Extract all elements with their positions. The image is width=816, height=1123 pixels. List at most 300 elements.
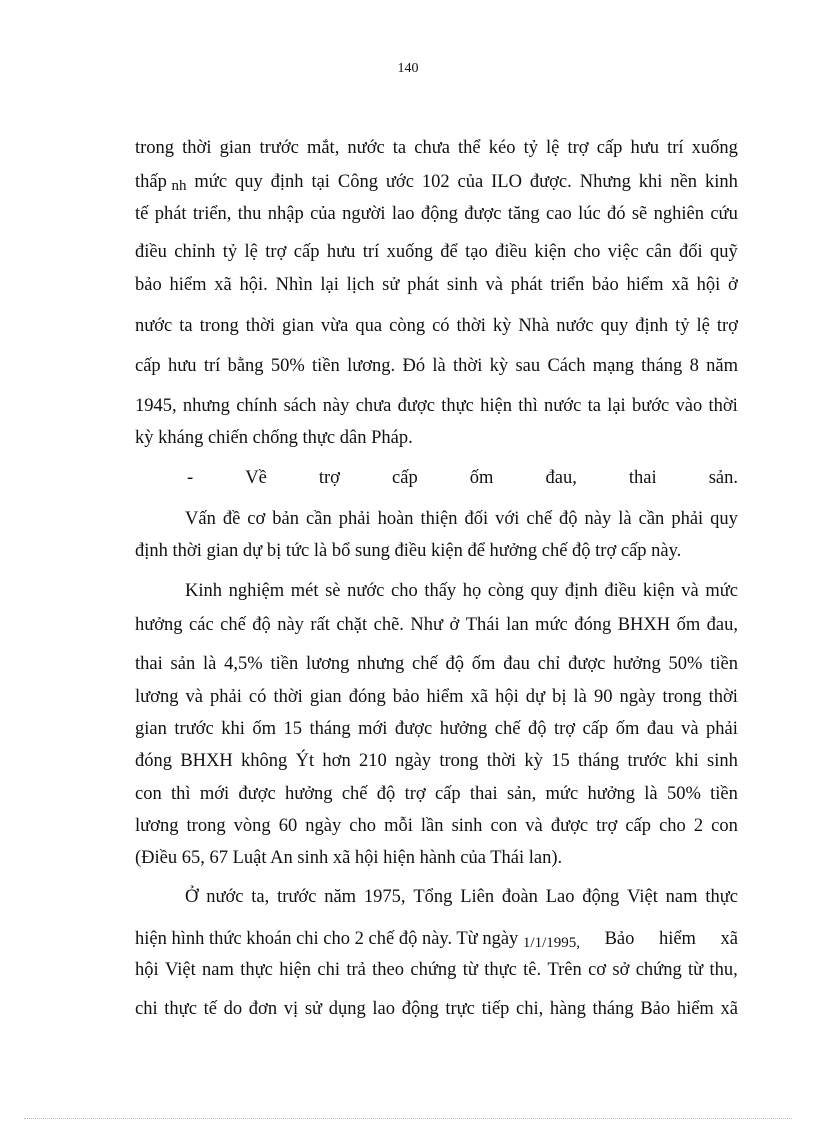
word: của: [310, 204, 336, 224]
word: thời: [486, 751, 517, 771]
word: cấp: [293, 242, 320, 262]
word: do: [223, 999, 243, 1019]
word: đoàn: [501, 887, 538, 907]
word: 102: [421, 172, 450, 192]
word: hiện: [279, 960, 312, 980]
word: được: [464, 204, 502, 224]
word: xã: [720, 999, 738, 1019]
word: 60: [278, 816, 298, 836]
word: tháng: [309, 719, 351, 739]
word: cho: [349, 816, 377, 836]
word: là: [644, 784, 658, 804]
word: cơ: [588, 960, 607, 980]
word: năm: [324, 887, 357, 907]
word: lịch: [346, 275, 375, 295]
word: mới: [199, 784, 230, 804]
section-heading: [187, 467, 738, 489]
word: chế: [220, 615, 246, 635]
text-line: [135, 815, 738, 837]
word: của: [457, 172, 484, 192]
word: tế: [203, 999, 217, 1019]
word: BHXH: [617, 615, 671, 635]
word: phải: [210, 687, 242, 707]
text-line: [135, 653, 738, 675]
word: Vấn: [185, 509, 216, 529]
word: chi: [135, 999, 158, 1019]
word: được: [568, 654, 606, 674]
text-line: [185, 886, 738, 908]
word: nước: [135, 316, 173, 336]
word: 210: [359, 751, 387, 771]
word: xã: [671, 275, 689, 295]
word: và: [185, 687, 203, 707]
word: tế: [135, 204, 149, 224]
word: định: [270, 172, 304, 192]
word: định: [635, 316, 669, 336]
word: kiện: [642, 581, 675, 601]
text-line: [135, 998, 738, 1020]
word: tê.: [523, 960, 542, 980]
word: đóng: [348, 687, 386, 707]
word: thì: [171, 784, 191, 804]
word: thực: [240, 960, 273, 980]
text-line: [135, 315, 738, 337]
word: cho: [573, 242, 601, 262]
word: trước: [259, 138, 299, 158]
word: nghiệm: [228, 581, 285, 601]
text-line: định thời gian dự bị tức là bổ sung điều kiện để hưởng chế độ trợ cấp này.: [135, 541, 682, 561]
word: nền: [670, 172, 698, 192]
word: ta: [179, 316, 193, 336]
word: qua: [355, 316, 383, 336]
word: kiện: [534, 242, 567, 262]
word: hưởng: [439, 719, 488, 739]
word: thực: [441, 396, 474, 416]
word: cần: [306, 509, 332, 529]
word: cấp: [596, 138, 623, 158]
word: độ: [376, 784, 396, 804]
word: nghiên: [653, 204, 704, 224]
word: Nhà: [518, 316, 550, 336]
word: tháng: [578, 751, 620, 771]
word: chính: [236, 396, 278, 416]
word: trợ: [567, 138, 589, 158]
word: 2: [693, 816, 704, 836]
word: hưởng: [284, 784, 333, 804]
word: thực: [705, 887, 738, 907]
word: cơ: [247, 509, 266, 529]
word: tiền: [710, 784, 738, 804]
word: Bảo: [604, 929, 635, 949]
word: dự: [525, 687, 546, 707]
text-line: kỳ kháng chiến chống thực dân Pháp.: [135, 428, 413, 448]
word: tiếp: [481, 999, 510, 1019]
line-prefix: hiện hình thức khoán chi cho 2 chế độ này. Từ ngày 1/1/1995,: [135, 928, 580, 951]
word: lương: [135, 687, 179, 707]
word: này: [277, 615, 304, 635]
word: Lao: [545, 887, 575, 907]
word: hơn: [322, 751, 351, 771]
word: chế: [494, 719, 521, 739]
word: Thái: [465, 615, 500, 635]
word: thời: [456, 316, 486, 336]
word: định: [564, 581, 598, 601]
heading-word: trợ: [318, 468, 340, 488]
word: Việt: [164, 960, 196, 980]
word: vòng: [233, 816, 271, 836]
word: chỉ: [537, 654, 561, 674]
word: trực: [445, 999, 475, 1019]
word: thể: [458, 138, 481, 158]
word: dụng: [328, 999, 366, 1019]
text-line: [185, 580, 738, 602]
word: độ: [252, 615, 271, 635]
word: được: [394, 719, 433, 739]
word: được.: [529, 172, 572, 192]
word: này: [322, 396, 350, 416]
word: mức: [705, 581, 738, 601]
word: bảo: [592, 275, 619, 295]
word: Liên: [460, 887, 495, 907]
word: tiền: [710, 654, 738, 674]
word: Đó: [402, 356, 426, 376]
word: ốm: [615, 719, 640, 739]
word: Tổng: [413, 887, 453, 907]
word: tiền: [270, 654, 299, 674]
text-line: [135, 274, 738, 296]
word: gian: [135, 719, 167, 739]
word: chế: [341, 784, 368, 804]
word: lương: [135, 816, 179, 836]
word: ILO: [491, 172, 522, 192]
heading-word: -: [187, 468, 194, 488]
word: lương: [305, 654, 350, 674]
word: nam: [665, 887, 698, 907]
word: họ: [462, 581, 482, 601]
word: rất: [310, 615, 330, 635]
word: mắt,: [306, 138, 340, 158]
word: xã: [470, 687, 489, 707]
word: sinh: [446, 275, 478, 295]
word: ốm: [252, 719, 276, 739]
word: nước: [347, 138, 385, 158]
word: thiện: [420, 509, 458, 529]
word: trợ: [404, 784, 426, 804]
word: cấp: [625, 816, 651, 836]
word: hưu: [326, 242, 356, 262]
word: lệ: [244, 242, 258, 262]
word: xuống: [691, 138, 738, 158]
word: con: [490, 816, 518, 836]
word: mạng: [592, 356, 634, 376]
word: tỷ: [523, 138, 538, 158]
word: hội.: [239, 275, 268, 295]
word: gian: [309, 687, 342, 707]
text-line: [135, 203, 738, 225]
word: hàng: [549, 999, 586, 1019]
text-line: [135, 171, 738, 194]
word: thực: [164, 999, 197, 1019]
word: sau: [515, 356, 541, 376]
word: các: [189, 615, 214, 635]
word: sách: [283, 396, 317, 416]
word: đau: [503, 654, 530, 674]
word: tạo: [465, 242, 488, 262]
word: ở: [449, 615, 460, 635]
word: ở: [727, 275, 738, 295]
heading-word: Về: [245, 468, 267, 488]
text-line: [135, 686, 738, 708]
heading-word: cấp: [392, 468, 418, 488]
word: trả: [346, 960, 366, 980]
word: thời: [273, 687, 303, 707]
word: ta: [392, 138, 407, 158]
word: 1975,: [363, 887, 406, 907]
word: là: [202, 654, 217, 674]
word: độ: [559, 509, 578, 529]
word: tiền: [312, 356, 340, 376]
word: và: [485, 275, 503, 295]
word: hưu: [630, 138, 659, 158]
word: trí: [667, 138, 684, 158]
word: hiểm: [626, 275, 664, 295]
word: trước: [627, 751, 667, 771]
word: ước: [385, 172, 414, 192]
word: thời: [182, 138, 212, 158]
word: Như: [410, 615, 444, 635]
text-line: [135, 395, 738, 417]
word: Cách: [547, 356, 586, 376]
word: để: [440, 242, 458, 262]
word: trợ: [716, 316, 738, 336]
word: quy: [530, 581, 559, 601]
word: trong: [662, 687, 702, 707]
word: cấp: [135, 356, 161, 376]
heading-word: sản.: [708, 468, 738, 488]
subscript-fragment: nh: [171, 178, 187, 194]
word: khi: [221, 719, 245, 739]
word: phát: [154, 204, 187, 224]
word: tỷ: [222, 242, 238, 262]
word: chế: [412, 654, 438, 674]
word: cho: [659, 816, 686, 836]
word: sở: [612, 960, 630, 980]
word: cấp: [434, 784, 461, 804]
word: với: [495, 509, 520, 529]
word: năm: [706, 356, 738, 376]
word: hiểm: [169, 275, 207, 295]
word: hội: [696, 275, 721, 295]
word: tại: [311, 172, 330, 192]
word: kéo: [488, 138, 516, 158]
word: cao: [546, 204, 572, 224]
word: hưởng: [135, 615, 183, 635]
text-line: [135, 783, 738, 805]
word: hiểm: [426, 687, 464, 707]
word: Trên: [547, 960, 582, 980]
word: ốm: [471, 654, 496, 674]
word: lao: [372, 999, 396, 1019]
word: tỷ: [675, 316, 690, 336]
word: là: [618, 509, 632, 529]
word: nhập: [267, 204, 304, 224]
word: chưa: [414, 138, 450, 158]
word: không: [241, 751, 288, 771]
word: lan: [506, 615, 529, 635]
word: thu,: [709, 960, 738, 980]
word: còng: [389, 316, 426, 336]
page-number: 140: [397, 61, 419, 76]
word: lao: [391, 204, 415, 224]
word: lương.: [347, 356, 396, 376]
word: động: [420, 204, 458, 224]
word: mới: [358, 719, 388, 739]
word: bị: [552, 687, 567, 707]
word: phát: [510, 275, 543, 295]
word: trong: [186, 816, 226, 836]
word: hưu: [167, 356, 197, 376]
word: hiểm: [658, 929, 696, 949]
word: bước: [631, 396, 670, 416]
word: cân: [645, 242, 672, 262]
word: 50%: [666, 784, 701, 804]
word: nước: [544, 396, 582, 416]
word: đơn: [248, 999, 278, 1019]
word: nước: [556, 316, 594, 336]
word: sản: [170, 654, 196, 674]
word: động: [582, 887, 620, 907]
word: sử: [382, 275, 400, 295]
word: thì: [518, 396, 538, 416]
word: ngày: [305, 816, 342, 836]
word: hưởng: [587, 784, 636, 804]
word: xã: [214, 275, 232, 295]
word: Kinh: [185, 581, 222, 601]
word: cứu: [710, 204, 738, 224]
word: điều: [604, 581, 637, 601]
word: kinh: [704, 172, 738, 192]
page-border: [24, 1118, 792, 1119]
word: lần: [420, 816, 444, 836]
word: sè: [325, 581, 341, 601]
word: trước: [277, 887, 317, 907]
word: ta: [587, 396, 601, 416]
word: gian: [219, 138, 252, 158]
word: 1945,: [135, 396, 177, 416]
word: vào: [675, 396, 703, 416]
word: tháng: [641, 356, 683, 376]
word: cho: [391, 581, 418, 601]
word: chẽ.: [373, 615, 404, 635]
word: kỳ: [524, 751, 543, 771]
word: sinh: [707, 751, 738, 771]
word: lại: [320, 275, 339, 295]
word: từ: [688, 960, 704, 980]
word: triển,: [192, 204, 232, 224]
word: đó: [607, 204, 626, 224]
word: động: [401, 999, 439, 1019]
word: chi,: [516, 999, 544, 1019]
word: hưởng: [613, 654, 661, 674]
word: trí: [203, 356, 221, 376]
word: ngày: [619, 687, 656, 707]
text-line: (Điều 65, 67 Luật An sinh xã hội hiện hành của Thái lan).: [135, 848, 563, 868]
word: việc: [607, 242, 639, 262]
word: chế: [526, 509, 553, 529]
word: BHXH: [180, 751, 233, 771]
word: này: [584, 509, 612, 529]
word: tăng: [507, 204, 540, 224]
word: cấp: [582, 719, 609, 739]
text-line: [135, 718, 738, 740]
word: hiện: [480, 396, 512, 416]
word: trợ: [553, 719, 576, 739]
text-line: [135, 614, 738, 636]
word: ta,: [251, 887, 270, 907]
word: chưa: [355, 396, 392, 416]
word: con: [711, 816, 738, 836]
word: khi: [638, 172, 663, 192]
word: thời: [708, 687, 738, 707]
word: vị: [283, 999, 299, 1019]
word: trợ: [596, 816, 618, 836]
word: thực: [484, 960, 517, 980]
word: là: [432, 356, 446, 376]
word: con: [135, 784, 162, 804]
word: trợ: [265, 242, 287, 262]
word: đau,: [706, 615, 738, 635]
word: đóng: [574, 615, 612, 635]
heading-word: ốm: [469, 468, 494, 488]
word: trong: [439, 751, 479, 771]
word: xã: [720, 929, 738, 949]
word: đề: [222, 509, 241, 529]
word: 90: [593, 687, 613, 707]
word: Ở: [185, 887, 199, 907]
word: độ: [527, 719, 547, 739]
word: bảo: [135, 275, 162, 295]
word: được: [550, 816, 589, 836]
word: hội: [135, 960, 159, 980]
word: chứng: [635, 960, 682, 980]
word: phát: [407, 275, 440, 295]
word: 15: [283, 719, 302, 739]
word: chỉnh: [174, 242, 216, 262]
date-fragment: 1/1/1995,: [522, 935, 580, 951]
word: chứng: [410, 960, 457, 980]
word: cần: [638, 509, 665, 529]
word: quy: [234, 172, 263, 192]
word: 4,5%: [224, 654, 263, 674]
word: Việt: [627, 887, 658, 907]
word: quỹ: [710, 242, 738, 262]
word: Bảo: [640, 999, 671, 1019]
word: mức: [194, 172, 228, 192]
word: trong: [199, 316, 239, 336]
word: tháng: [592, 999, 634, 1019]
word: bằng: [227, 356, 264, 376]
word: hội: [495, 687, 519, 707]
word: lệ: [696, 316, 710, 336]
word: phải: [671, 509, 704, 529]
word: bản: [272, 509, 300, 529]
word: 8: [689, 356, 699, 376]
word: 15: [551, 751, 570, 771]
word: mức: [545, 784, 579, 804]
text-line: [135, 750, 738, 772]
word: 50%: [270, 356, 305, 376]
word: kỳ: [492, 316, 512, 336]
